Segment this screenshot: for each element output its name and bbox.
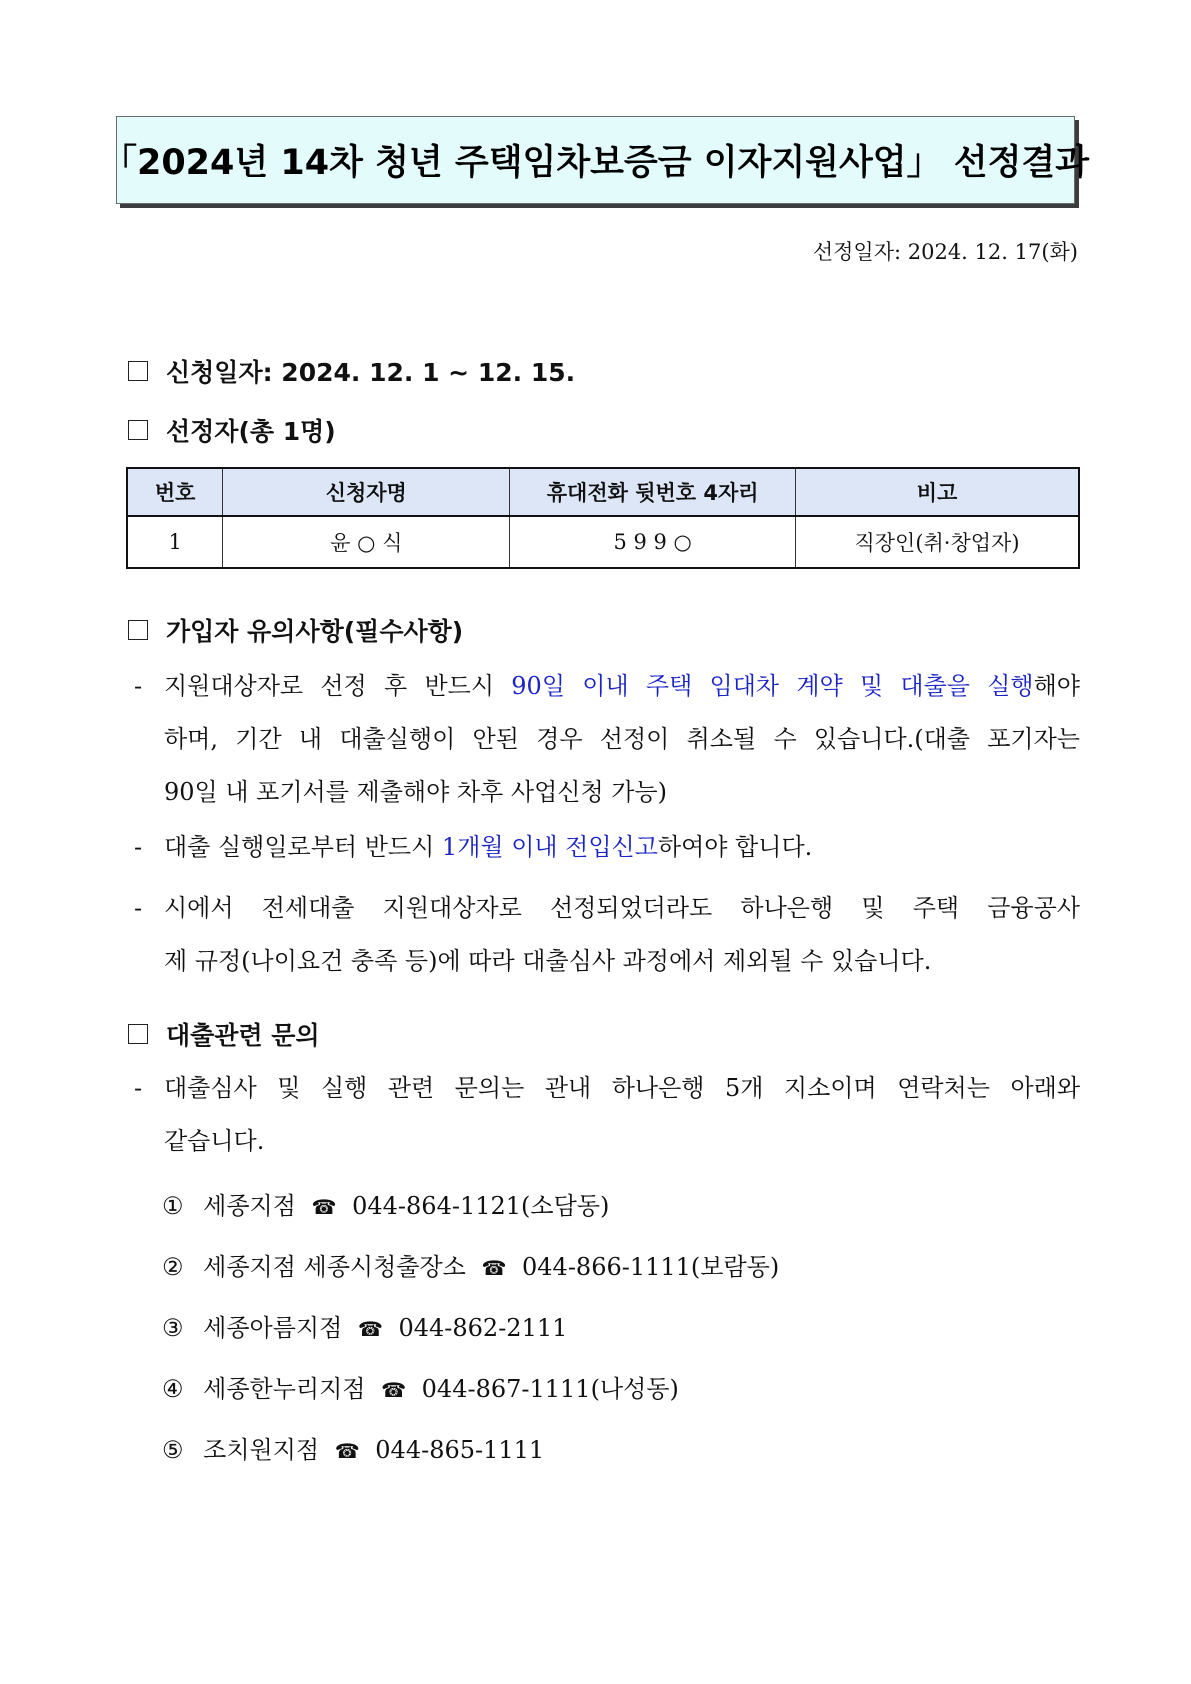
header-applicant-name: 신청자명 — [223, 468, 510, 516]
cell-applicant-name: 윤 ○ 식 — [223, 516, 510, 568]
telephone-icon: ☎ — [481, 1256, 507, 1280]
circled-number: ① — [162, 1192, 184, 1220]
branch-phone: 044-862-2111 — [398, 1314, 568, 1342]
notice-line: 제 규정(나이요건 충족 등)에 따라 대출심사 과정에서 제외될 수 있습니다. — [164, 947, 932, 975]
circled-number: ② — [162, 1253, 184, 1281]
contact-item — [162, 1369, 679, 1404]
notice-highlight: 90일 이내 주택 임대차 계약 및 대출을 실행 — [511, 672, 1034, 700]
notice-line: 90일 내 포기서를 제출해야 차후 사업신청 가능) — [164, 778, 667, 806]
notice-line: 시에서 전세대출 지원대상자로 선정되었더라도 하나은행 및 주택 금융공사 — [164, 894, 1080, 922]
notice-highlight: 1개월 이내 전입신고 — [441, 833, 658, 861]
checkbox-square-icon — [128, 361, 148, 381]
notice-item-3 — [134, 882, 1080, 988]
telephone-icon: ☎ — [334, 1439, 360, 1463]
header-number: 번호 — [127, 468, 223, 516]
selection-table — [126, 467, 1080, 569]
section-label: 신청일자: 2024. 12. 1 ~ 12. 15. — [166, 358, 576, 387]
header-phone-last4: 휴대전화 뒷번호 4자리 — [510, 468, 796, 516]
circled-number: ④ — [162, 1375, 184, 1403]
notice-text: 하여야 합니다. — [657, 833, 813, 861]
telephone-icon: ☎ — [357, 1317, 383, 1341]
notice-text: 지원대상자로 선정 후 반드시 — [164, 672, 512, 700]
branch-name: 세종한누리지점 — [203, 1375, 366, 1403]
dash-bullet: - — [134, 833, 143, 861]
branch-phone: 044-866-1111(보람동) — [522, 1253, 780, 1281]
selection-date: 선정일자: 2024. 12. 17(화) — [812, 240, 1078, 264]
branch-phone: 044-867-1111(나성동) — [421, 1375, 679, 1403]
table-row — [127, 516, 1079, 568]
branch-phone: 044-865-1111 — [375, 1436, 545, 1464]
branch-name: 세종지점 — [203, 1192, 296, 1220]
dash-bullet: - — [134, 672, 143, 700]
notice-text: 해야 — [1033, 672, 1080, 700]
cell-note: 직장인(취·창업자) — [796, 516, 1080, 568]
section-notice — [128, 612, 463, 648]
contact-item — [162, 1308, 567, 1343]
branch-name: 세종지점 세종시청출장소 — [203, 1253, 466, 1281]
inquiry-text — [134, 1062, 1080, 1168]
notice-line — [134, 821, 1080, 874]
contact-item — [162, 1430, 544, 1465]
branch-name: 조치원지점 — [203, 1436, 320, 1464]
section-application-period — [128, 353, 575, 389]
telephone-icon: ☎ — [311, 1195, 337, 1219]
section-label: 가입자 유의사항(필수사항) — [166, 617, 464, 646]
cell-number: 1 — [127, 516, 223, 568]
section-inquiry — [128, 1016, 320, 1052]
branch-name: 세종아름지점 — [203, 1314, 343, 1342]
contact-item — [162, 1186, 609, 1221]
notice-text: 대출 실행일로부터 반드시 — [164, 833, 442, 861]
cell-phone-last4: 5 9 9 ○ — [510, 516, 796, 568]
dash-bullet: - — [134, 1074, 143, 1102]
inquiry-line: 같습니다. — [164, 1127, 265, 1155]
notice-line: 하며, 기간 내 대출실행이 안된 경우 선정이 취소될 수 있습니다.(대출 포기자는 — [164, 725, 1080, 753]
branch-phone: 044-864-1121(소담동) — [352, 1192, 610, 1220]
circled-number: ⑤ — [162, 1436, 184, 1464]
contact-item — [162, 1247, 779, 1282]
checkbox-square-icon — [128, 1024, 148, 1044]
header-note: 비고 — [796, 468, 1080, 516]
section-label: 선정자(총 1명) — [166, 417, 336, 446]
title-box — [101, 116, 1090, 204]
notice-line — [134, 660, 1080, 713]
table-header-row — [127, 468, 1079, 516]
document-title: 「2024년 14차 청년 주택임차보증금 이자지원사업」 선정결과 — [101, 143, 1090, 183]
inquiry-line: 대출심사 및 실행 관련 문의는 관내 하나은행 5개 지소이며 연락처는 아래와 — [164, 1074, 1080, 1102]
section-selected — [128, 412, 336, 448]
notice-item-2 — [134, 821, 1080, 874]
dash-bullet: - — [134, 894, 143, 922]
telephone-icon: ☎ — [381, 1378, 407, 1402]
notice-item-1 — [134, 660, 1080, 819]
circled-number: ③ — [162, 1314, 184, 1342]
checkbox-square-icon — [128, 420, 148, 440]
checkbox-square-icon — [128, 620, 148, 640]
section-label: 대출관련 문의 — [166, 1021, 320, 1050]
